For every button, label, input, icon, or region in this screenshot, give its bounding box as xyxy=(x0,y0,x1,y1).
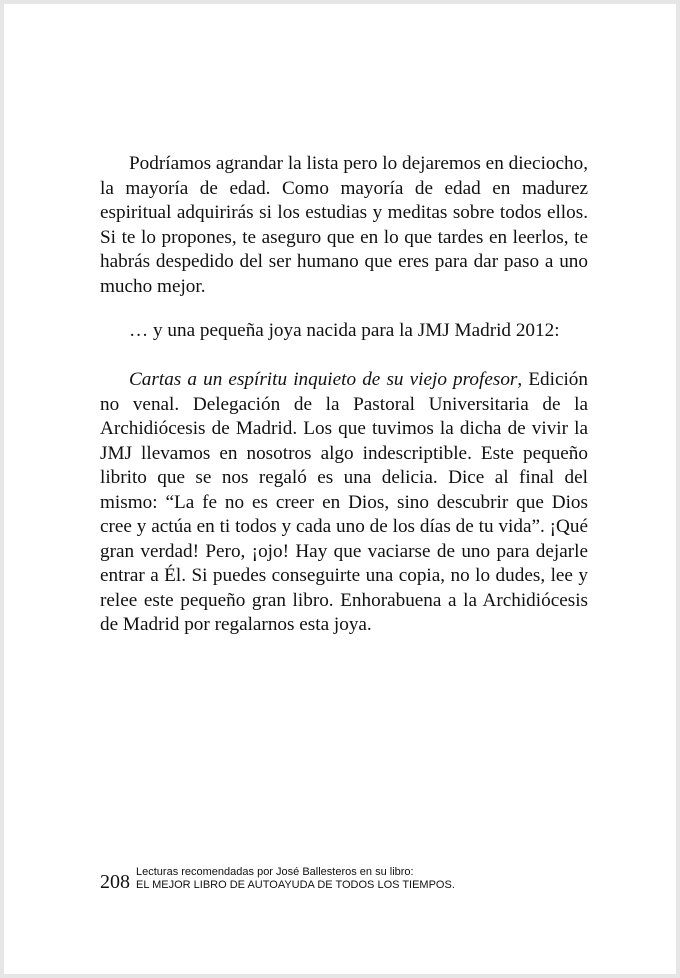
body-paragraph-3 xyxy=(100,368,588,638)
page-number: 208 xyxy=(100,871,130,893)
paragraph-text: Podríamos agrandar la lista pero lo dejaremos en dieciocho, la mayoría de edad. Como mayoría de edad en madurez espiritual adquirirás si los estudias y meditas sobre todos ellos. Si te lo propones, te aseguro que en lo que tardes en leerlos, te habrás despedido del ser humano que eres para dar paso a uno mucho mejor. xyxy=(100,153,588,297)
body-paragraph-2 xyxy=(100,319,588,344)
book-title: Cartas a un espíritu inquieto de su viejo profesor xyxy=(129,369,518,390)
footer-line-1: Lecturas recomendadas por José Ballesteros en su libro: xyxy=(136,866,414,878)
paragraph-text: … y una pequeña joya nacida para la JMJ Madrid 2012: xyxy=(129,320,560,341)
running-footer xyxy=(136,866,455,892)
footer-line-2: EL MEJOR LIBRO DE AUTOAYUDA DE TODOS LOS TIEMPOS. xyxy=(136,879,455,891)
paragraph-text xyxy=(100,368,588,638)
paragraph-body: , Edición no venal. Delegación de la Pastoral Universitaria de la Archidiócesis de Madrid. Los que tuvimos la dicha de vivir la JMJ llevamos en nosotros algo indescriptible. Este pequeño librito que se nos regaló es una delicia. Dice al final del mismo: “La fe no es creer en Dios, sino descubrir que Dios cree y actúa en ti todos y cada uno de los días de tu vida”. ¡Qué gran verdad! Pero, ¡ojo! Hay que vaciarse de uno para dejarle entrar a Él. Si puedes conseguirte una copia, no lo dudes, lee y relee este pequeño gran libro. Enhorabuena a la Archidiócesis de Madrid por regalarnos esta joya. xyxy=(100,369,588,635)
body-paragraph-1 xyxy=(100,152,588,299)
page-footer xyxy=(100,866,455,894)
book-page xyxy=(4,4,676,974)
